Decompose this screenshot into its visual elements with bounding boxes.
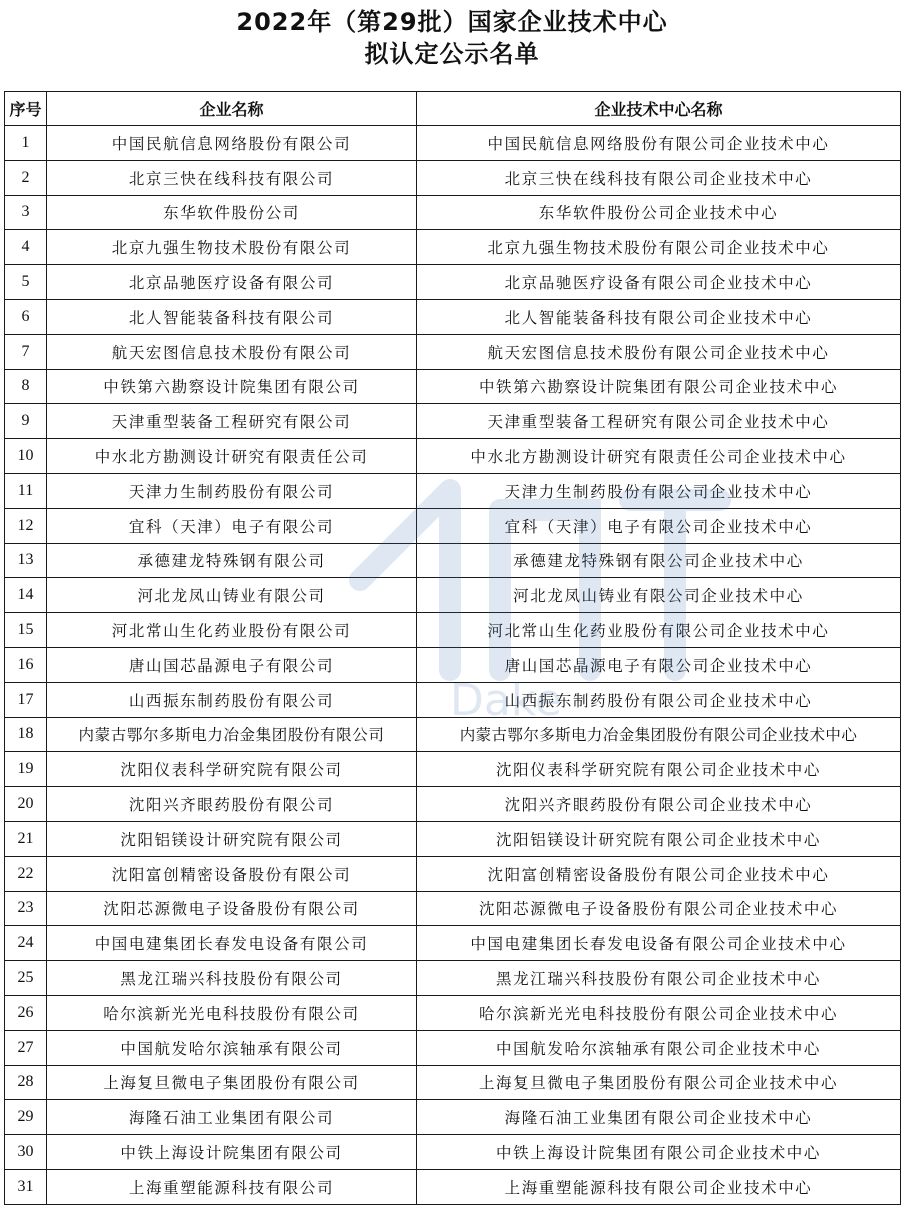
- table-body: [5, 126, 901, 1205]
- center-name-cell: 中铁第六勘察设计院集团有限公司企业技术中心: [417, 369, 901, 404]
- seq-cell: 18: [5, 717, 47, 752]
- table-row: [5, 265, 901, 300]
- seq-cell: 9: [5, 404, 47, 439]
- seq-cell: 11: [5, 473, 47, 508]
- seq-cell: 28: [5, 1065, 47, 1100]
- company-name-cell: 沈阳铝镁设计研究院有限公司: [47, 821, 417, 856]
- company-name-cell: 上海复旦微电子集团股份有限公司: [47, 1065, 417, 1100]
- table-row: [5, 126, 901, 161]
- seq-cell: 2: [5, 160, 47, 195]
- seq-cell: 27: [5, 1030, 47, 1065]
- center-name-cell: 北京九强生物技术股份有限公司企业技术中心: [417, 230, 901, 265]
- table-header-row: [5, 92, 901, 126]
- company-name-cell: 山西振东制药股份有限公司: [47, 682, 417, 717]
- table-row: [5, 195, 901, 230]
- seq-cell: 7: [5, 334, 47, 369]
- center-name-cell: 山西振东制药股份有限公司企业技术中心: [417, 682, 901, 717]
- company-name-cell: 上海重塑能源科技有限公司: [47, 1169, 417, 1204]
- center-name-cell: 沈阳仪表科学研究院有限公司企业技术中心: [417, 752, 901, 787]
- table-row: [5, 926, 901, 961]
- table-row: [5, 1169, 901, 1204]
- table-row: [5, 891, 901, 926]
- table-row: [5, 961, 901, 996]
- table-row: [5, 404, 901, 439]
- center-name-cell: 天津力生制药股份有限公司企业技术中心: [417, 473, 901, 508]
- company-name-cell: 海隆石油工业集团有限公司: [47, 1100, 417, 1135]
- header-company: 企业名称: [47, 92, 417, 126]
- seq-cell: 10: [5, 439, 47, 474]
- company-list-table: [4, 91, 901, 1205]
- company-name-cell: 北京九强生物技术股份有限公司: [47, 230, 417, 265]
- center-name-cell: 天津重型装备工程研究有限公司企业技术中心: [417, 404, 901, 439]
- table-row: [5, 1100, 901, 1135]
- seq-cell: 5: [5, 265, 47, 300]
- table-row: [5, 473, 901, 508]
- center-name-cell: 东华软件股份公司企业技术中心: [417, 195, 901, 230]
- company-name-cell: 中国航发哈尔滨轴承有限公司: [47, 1030, 417, 1065]
- center-name-cell: 河北常山生化药业股份有限公司企业技术中心: [417, 613, 901, 648]
- company-name-cell: 东华软件股份公司: [47, 195, 417, 230]
- seq-cell: 19: [5, 752, 47, 787]
- table-row: [5, 821, 901, 856]
- table-row: [5, 613, 901, 648]
- table-row: [5, 717, 901, 752]
- center-name-cell: 哈尔滨新光光电科技股份有限公司企业技术中心: [417, 995, 901, 1030]
- center-name-cell: 宜科（天津）电子有限公司企业技术中心: [417, 508, 901, 543]
- center-name-cell: 沈阳芯源微电子设备股份有限公司企业技术中心: [417, 891, 901, 926]
- company-name-cell: 沈阳兴齐眼药股份有限公司: [47, 787, 417, 822]
- company-name-cell: 沈阳富创精密设备股份有限公司: [47, 856, 417, 891]
- center-name-cell: 中国航发哈尔滨轴承有限公司企业技术中心: [417, 1030, 901, 1065]
- center-name-cell: 中国电建集团长春发电设备有限公司企业技术中心: [417, 926, 901, 961]
- center-name-cell: 上海复旦微电子集团股份有限公司企业技术中心: [417, 1065, 901, 1100]
- seq-cell: 8: [5, 369, 47, 404]
- center-name-cell: 上海重塑能源科技有限公司企业技术中心: [417, 1169, 901, 1204]
- company-name-cell: 中铁上海设计院集团有限公司: [47, 1135, 417, 1170]
- center-name-cell: 中铁上海设计院集团有限公司企业技术中心: [417, 1135, 901, 1170]
- seq-cell: 25: [5, 961, 47, 996]
- seq-cell: 24: [5, 926, 47, 961]
- company-name-cell: 沈阳仪表科学研究院有限公司: [47, 752, 417, 787]
- company-name-cell: 北京品驰医疗设备有限公司: [47, 265, 417, 300]
- header-center: 企业技术中心名称: [417, 92, 901, 126]
- center-name-cell: 海隆石油工业集团有限公司企业技术中心: [417, 1100, 901, 1135]
- center-name-cell: 北京品驰医疗设备有限公司企业技术中心: [417, 265, 901, 300]
- seq-cell: 30: [5, 1135, 47, 1170]
- header-seq: 序号: [5, 92, 47, 126]
- table-row: [5, 787, 901, 822]
- company-name-cell: 中铁第六勘察设计院集团有限公司: [47, 369, 417, 404]
- seq-cell: 22: [5, 856, 47, 891]
- table-row: [5, 682, 901, 717]
- center-name-cell: 河北龙凤山铸业有限公司企业技术中心: [417, 578, 901, 613]
- company-name-cell: 北京三快在线科技有限公司: [47, 160, 417, 195]
- table-row: [5, 647, 901, 682]
- table-row: [5, 369, 901, 404]
- table-row: [5, 578, 901, 613]
- seq-cell: 1: [5, 126, 47, 161]
- center-name-cell: 唐山国芯晶源电子有限公司企业技术中心: [417, 647, 901, 682]
- seq-cell: 15: [5, 613, 47, 648]
- center-name-cell: 中国民航信息网络股份有限公司企业技术中心: [417, 126, 901, 161]
- company-name-cell: 唐山国芯晶源电子有限公司: [47, 647, 417, 682]
- company-name-cell: 河北常山生化药业股份有限公司: [47, 613, 417, 648]
- seq-cell: 12: [5, 508, 47, 543]
- table-row: [5, 160, 901, 195]
- center-name-cell: 内蒙古鄂尔多斯电力冶金集团股份有限公司企业技术中心: [417, 717, 901, 752]
- table-row: [5, 508, 901, 543]
- seq-cell: 23: [5, 891, 47, 926]
- company-name-cell: 哈尔滨新光光电科技股份有限公司: [47, 995, 417, 1030]
- table-row: [5, 543, 901, 578]
- center-name-cell: 北京三快在线科技有限公司企业技术中心: [417, 160, 901, 195]
- table-row: [5, 1065, 901, 1100]
- company-name-cell: 航天宏图信息技术股份有限公司: [47, 334, 417, 369]
- seq-cell: 6: [5, 299, 47, 334]
- company-name-cell: 宜科（天津）电子有限公司: [47, 508, 417, 543]
- company-name-cell: 天津重型装备工程研究有限公司: [47, 404, 417, 439]
- seq-cell: 26: [5, 995, 47, 1030]
- center-name-cell: 北人智能装备科技有限公司企业技术中心: [417, 299, 901, 334]
- seq-cell: 13: [5, 543, 47, 578]
- seq-cell: 14: [5, 578, 47, 613]
- seq-cell: 20: [5, 787, 47, 822]
- company-name-cell: 中国民航信息网络股份有限公司: [47, 126, 417, 161]
- title-line-1: 2022年（第29批）国家企业技术中心: [236, 8, 668, 36]
- seq-cell: 3: [5, 195, 47, 230]
- seq-cell: 16: [5, 647, 47, 682]
- company-name-cell: 内蒙古鄂尔多斯电力冶金集团股份有限公司: [47, 717, 417, 752]
- company-name-cell: 承德建龙特殊钢有限公司: [47, 543, 417, 578]
- seq-cell: 17: [5, 682, 47, 717]
- company-name-cell: 沈阳芯源微电子设备股份有限公司: [47, 891, 417, 926]
- table-row: [5, 995, 901, 1030]
- table-row: [5, 1030, 901, 1065]
- center-name-cell: 中水北方勘测设计研究有限责任公司企业技术中心: [417, 439, 901, 474]
- table-row: [5, 856, 901, 891]
- seq-cell: 29: [5, 1100, 47, 1135]
- company-name-cell: 中水北方勘测设计研究有限责任公司: [47, 439, 417, 474]
- company-name-cell: 天津力生制药股份有限公司: [47, 473, 417, 508]
- seq-cell: 31: [5, 1169, 47, 1204]
- center-name-cell: 航天宏图信息技术股份有限公司企业技术中心: [417, 334, 901, 369]
- center-name-cell: 沈阳兴齐眼药股份有限公司企业技术中心: [417, 787, 901, 822]
- seq-cell: 4: [5, 230, 47, 265]
- document-title: [0, 6, 904, 70]
- title-line-2: 拟认定公示名单: [364, 40, 540, 68]
- table-row: [5, 752, 901, 787]
- table-row: [5, 439, 901, 474]
- table-row: [5, 230, 901, 265]
- watermark-text: Dake: [450, 675, 562, 726]
- center-name-cell: 沈阳铝镁设计研究院有限公司企业技术中心: [417, 821, 901, 856]
- table-row: [5, 334, 901, 369]
- center-name-cell: 黑龙江瑞兴科技股份有限公司企业技术中心: [417, 961, 901, 996]
- table-row: [5, 1135, 901, 1170]
- company-name-cell: 中国电建集团长春发电设备有限公司: [47, 926, 417, 961]
- center-name-cell: 承德建龙特殊钢有限公司企业技术中心: [417, 543, 901, 578]
- seq-cell: 21: [5, 821, 47, 856]
- company-name-cell: 北人智能装备科技有限公司: [47, 299, 417, 334]
- center-name-cell: 沈阳富创精密设备股份有限公司企业技术中心: [417, 856, 901, 891]
- company-name-cell: 黑龙江瑞兴科技股份有限公司: [47, 961, 417, 996]
- table-row: [5, 299, 901, 334]
- company-name-cell: 河北龙凤山铸业有限公司: [47, 578, 417, 613]
